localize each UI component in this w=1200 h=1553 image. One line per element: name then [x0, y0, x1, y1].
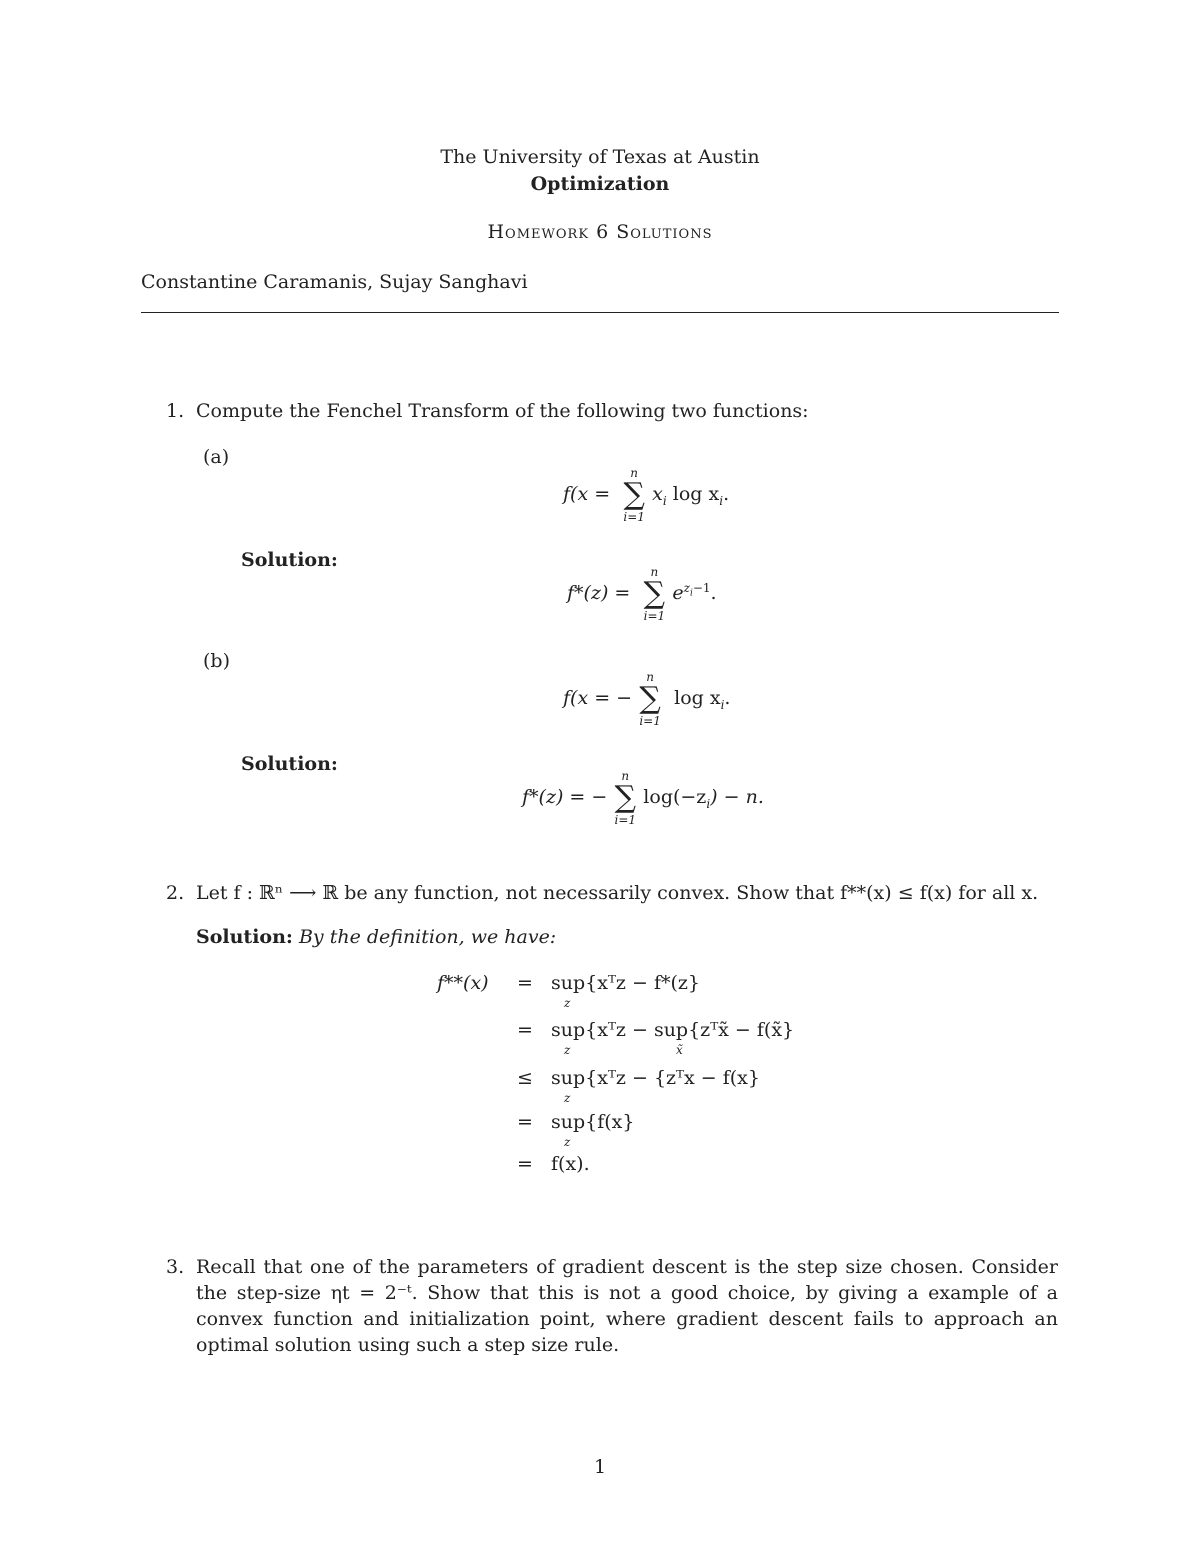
- part-a-label: (a): [203, 446, 230, 468]
- problem2-statement: Let f : ℝⁿ ⟶ ℝ be any function, not necessarily convex. Show that f**(x) ≤ f(x) for all x.: [196, 882, 1039, 904]
- part-b-solution-label: Solution:: [241, 753, 338, 775]
- problem2-number: 2.: [166, 882, 185, 904]
- sum-symbol: n ∑ i=1: [643, 565, 666, 623]
- problem2-solution-label: Solution:: [196, 926, 293, 948]
- problem3-statement: Recall that one of the parameters of gradient descent is the step size chosen. Consider the step-size ηt = 2⁻ᵗ. Show that this is not a good choice, by giving a example of a convex function and initialization point, where gradient descent fails to approach an optimal solution using such a step size rule.: [196, 1256, 1058, 1356]
- sum-symbol: n ∑ i=1: [614, 769, 637, 827]
- derivation-rhs: sup{xᵀz − f*(z}: [551, 972, 700, 994]
- part-b-sol-end: ) − n.: [710, 786, 764, 808]
- problem1-number: 1.: [166, 400, 185, 422]
- part-a-solution: f*(z) = n ∑ i=1 $e^{z_i-1}$.: [567, 565, 717, 623]
- authors: Constantine Caramanis, Sujay Sanghavi: [141, 271, 528, 293]
- part-b-tail: log x: [674, 687, 721, 709]
- homework-title: Homework 6 Solutions: [487, 221, 713, 243]
- part-b-function: f(x = − n ∑ i=1 $\log x_i$.: [563, 670, 731, 728]
- course-title: Optimization: [530, 173, 670, 195]
- page-number: 1: [593, 1456, 607, 1478]
- derivation-relation: =: [517, 1153, 533, 1175]
- part-a-lhs: f(x =: [563, 483, 617, 505]
- problem1-statement: Compute the Fenchel Transform of the following two functions:: [196, 400, 809, 422]
- derivation-subscript-2: x̃: [676, 1043, 683, 1057]
- sum-symbol: n ∑ i=1: [639, 670, 661, 728]
- derivation-relation: =: [517, 1111, 533, 1133]
- derivation-rhs: sup{f(x}: [551, 1111, 635, 1133]
- derivation-relation: =: [517, 972, 533, 994]
- header-rule: [141, 312, 1059, 313]
- part-a-function: f(x = n ∑ i=1 $x_i$ $\log x_i$.: [563, 466, 730, 524]
- problem2-solution-intro: By the definition, we have:: [298, 926, 557, 948]
- university-name: The University of Texas at Austin: [440, 146, 760, 168]
- derivation-relation: ≤: [517, 1067, 533, 1089]
- derivation-rhs: sup{xᵀz − sup{zᵀx̃ − f(x̃}: [551, 1019, 795, 1041]
- part-b-label: (b): [203, 650, 230, 672]
- derivation-subscript: z: [564, 996, 571, 1010]
- problem2-solution: [196, 926, 556, 948]
- derivation-lhs: f**(x): [437, 972, 489, 994]
- derivation-subscript: z: [564, 1043, 571, 1057]
- part-a-sol-rhs: e: [672, 582, 684, 604]
- derivation-rhs: sup{xᵀz − {zᵀx − f(x}: [551, 1067, 760, 1089]
- part-a-tail: log x: [672, 483, 720, 505]
- part-b-solution: f*(z) = − n ∑ i=1 $\log(-z_i) - n$.: [522, 769, 764, 827]
- derivation-relation: =: [517, 1019, 533, 1041]
- derivation-subscript: z: [564, 1091, 571, 1105]
- part-a-sol-lhs: f*(z) =: [567, 582, 637, 604]
- problem3-number: 3.: [166, 1256, 185, 1278]
- part-b-lhs: f(x = −: [563, 687, 633, 709]
- part-a-solution-label: Solution:: [241, 549, 338, 571]
- part-b-sol-lhs: f*(z) = −: [522, 786, 608, 808]
- derivation-rhs: f(x).: [551, 1153, 590, 1175]
- part-b-sol-tail: log(−z: [643, 786, 707, 808]
- sum-symbol: n ∑ i=1: [623, 466, 645, 524]
- derivation-subscript: z: [564, 1135, 571, 1149]
- part-a-rhs: x: [652, 483, 663, 505]
